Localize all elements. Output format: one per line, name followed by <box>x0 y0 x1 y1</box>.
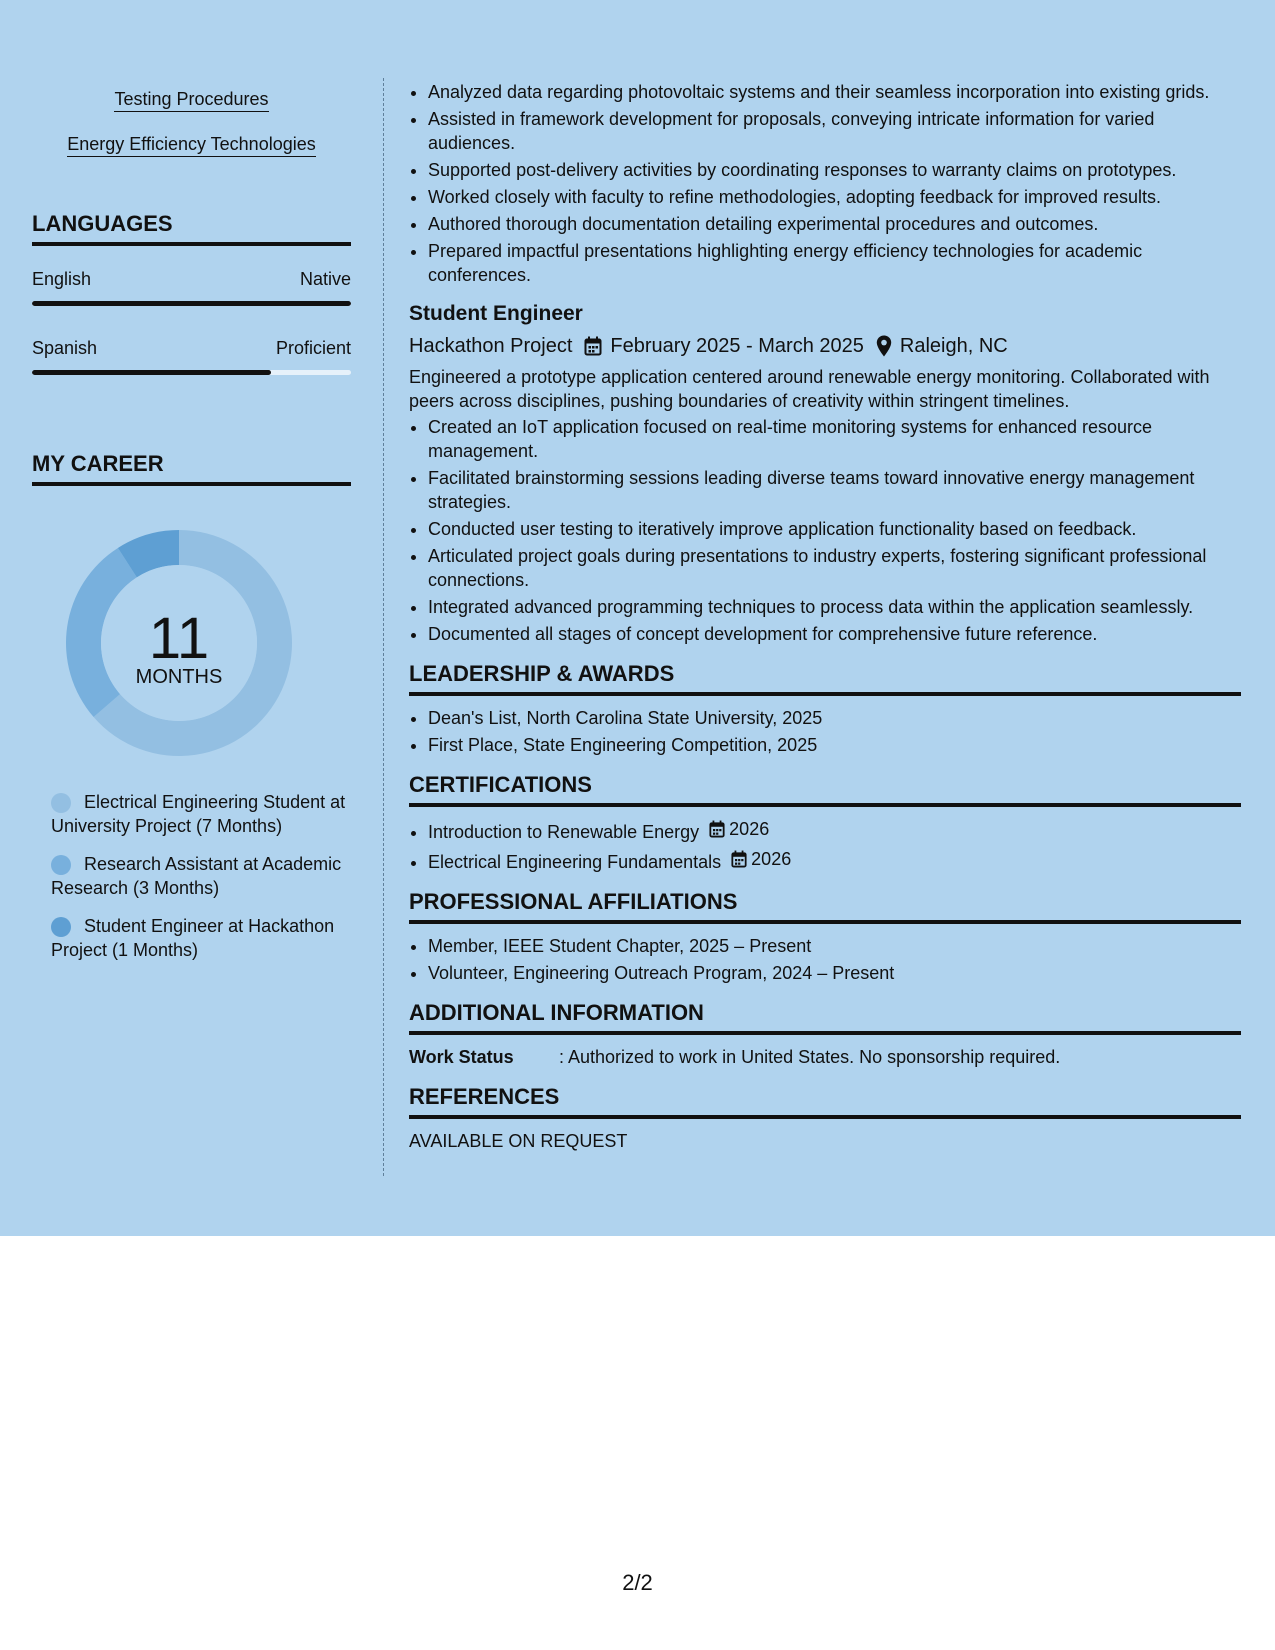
work-status-value: : Authorized to work in United States. No sponsorship required. <box>559 1047 1061 1067</box>
affiliations-heading: PROFESSIONAL AFFILIATIONS <box>409 888 1241 924</box>
bullet-item: • Dean's List, North Carolina State University, 2025 <box>428 706 1241 730</box>
experience-bullets <box>409 80 1241 287</box>
references-heading: REFERENCES <box>409 1083 1241 1119</box>
legend-dot <box>51 793 71 813</box>
job-location: Raleigh, NC <box>899 335 1008 357</box>
bullet-item: • Prepared impactful presentations highlighting energy efficiency technologies for academic conferences. <box>428 239 1241 287</box>
bullet-item: • Supported post-delivery activities by coordinating responses to warranty claims on prototypes. <box>428 158 1241 182</box>
job-dates: February 2025 - March 2025 <box>610 335 864 357</box>
right-column <box>409 80 1241 1153</box>
skill-item: Testing Procedures <box>32 88 351 110</box>
language-bar <box>32 301 351 306</box>
additional-info-heading: ADDITIONAL INFORMATION <box>409 999 1241 1035</box>
certification-item: • Introduction to Renewable Energy 2026 <box>428 817 1241 844</box>
job-description: Engineered a prototype application centered around renewable energy monitoring. Collaborated with peers across disciplines, pushing boundaries of creativity within stringent timelines. <box>409 367 1210 411</box>
career-heading: MY CAREER <box>32 450 351 486</box>
certification-year: 2026 <box>751 849 792 869</box>
bullet-item: • Conducted user testing to iteratively improve application functionality based on feedback. <box>428 517 1241 541</box>
career-legend <box>51 790 351 976</box>
skill-item: Energy Efficiency Technologies <box>32 133 351 155</box>
work-status-label: Work Status <box>409 1047 514 1067</box>
bullet-item: • Analyzed data regarding photovoltaic systems and their seamless incorporation into existing grids. <box>428 80 1241 104</box>
certifications-heading: CERTIFICATIONS <box>409 771 1241 807</box>
language-bar <box>32 370 351 375</box>
bullet-item: • Member, IEEE Student Chapter, 2025 – Present <box>428 934 1241 958</box>
calendar-icon <box>584 336 602 356</box>
job-title: Student Engineer <box>409 302 583 325</box>
legend-item: Research Assistant at Academic Research (3 Months) <box>51 854 342 898</box>
job-meta <box>409 333 1241 359</box>
leadership-list <box>409 706 1241 757</box>
column-divider <box>383 78 384 1176</box>
career-donut-chart <box>66 530 292 756</box>
bullet-item: • Assisted in framework development for proposals, conveying intricate information for varied audiences. <box>428 107 1241 155</box>
legend-item: Student Engineer at Hackathon Project (1 Months) <box>51 916 335 960</box>
bullet-item: • First Place, State Engineering Competition, 2025 <box>428 733 1241 757</box>
page-number: 2/2 <box>622 1570 653 1595</box>
certifications-list <box>409 817 1241 874</box>
calendar-icon <box>709 820 725 838</box>
legend-dot <box>51 917 71 937</box>
language-level: Native <box>299 269 351 289</box>
language-bar-fill <box>32 370 271 375</box>
language-name: English <box>32 269 92 289</box>
career-total-unit: MONTHS <box>135 666 223 688</box>
bullet-item: • Integrated advanced programming techniques to process data within the application seamlessly. <box>428 595 1241 619</box>
bullet-item: • Facilitated brainstorming sessions leading diverse teams toward innovative energy management strategies. <box>428 466 1241 514</box>
bullet-item: • Created an IoT application focused on real-time monitoring systems for enhanced resource management. <box>428 415 1241 463</box>
affiliations-list <box>409 934 1241 985</box>
career-total-number: 11 <box>148 606 210 671</box>
certification-item: • Electrical Engineering Fundamentals 2026 <box>428 847 1241 874</box>
bullet-item: • Articulated project goals during presentations to industry experts, fostering significant professional connections. <box>428 544 1241 592</box>
location-pin-icon <box>876 335 892 357</box>
bullet-item: • Documented all stages of concept development for comprehensive future reference. <box>428 622 1241 646</box>
job-company: Hackathon Project <box>409 335 573 357</box>
job-bullets <box>409 415 1241 646</box>
legend-dot <box>51 855 71 875</box>
leadership-heading: LEADERSHIP & AWARDS <box>409 660 1241 696</box>
certification-year: 2026 <box>729 819 770 839</box>
bullet-item: • Volunteer, Engineering Outreach Program, 2024 – Present <box>428 961 1241 985</box>
languages-heading: LANGUAGES <box>32 210 351 246</box>
language-level: Proficient <box>275 338 351 358</box>
references-text: AVAILABLE ON REQUEST <box>409 1131 628 1151</box>
bullet-item: • Worked closely with faculty to refine methodologies, adopting feedback for improved results. <box>428 185 1241 209</box>
legend-item: Electrical Engineering Student at University Project (7 Months) <box>51 792 346 836</box>
language-name: Spanish <box>32 338 98 358</box>
language-bar-fill <box>32 301 351 306</box>
work-status-row <box>409 1045 1241 1069</box>
bullet-item: • Authored thorough documentation detailing experimental procedures and outcomes. <box>428 212 1241 236</box>
calendar-icon <box>731 850 747 868</box>
